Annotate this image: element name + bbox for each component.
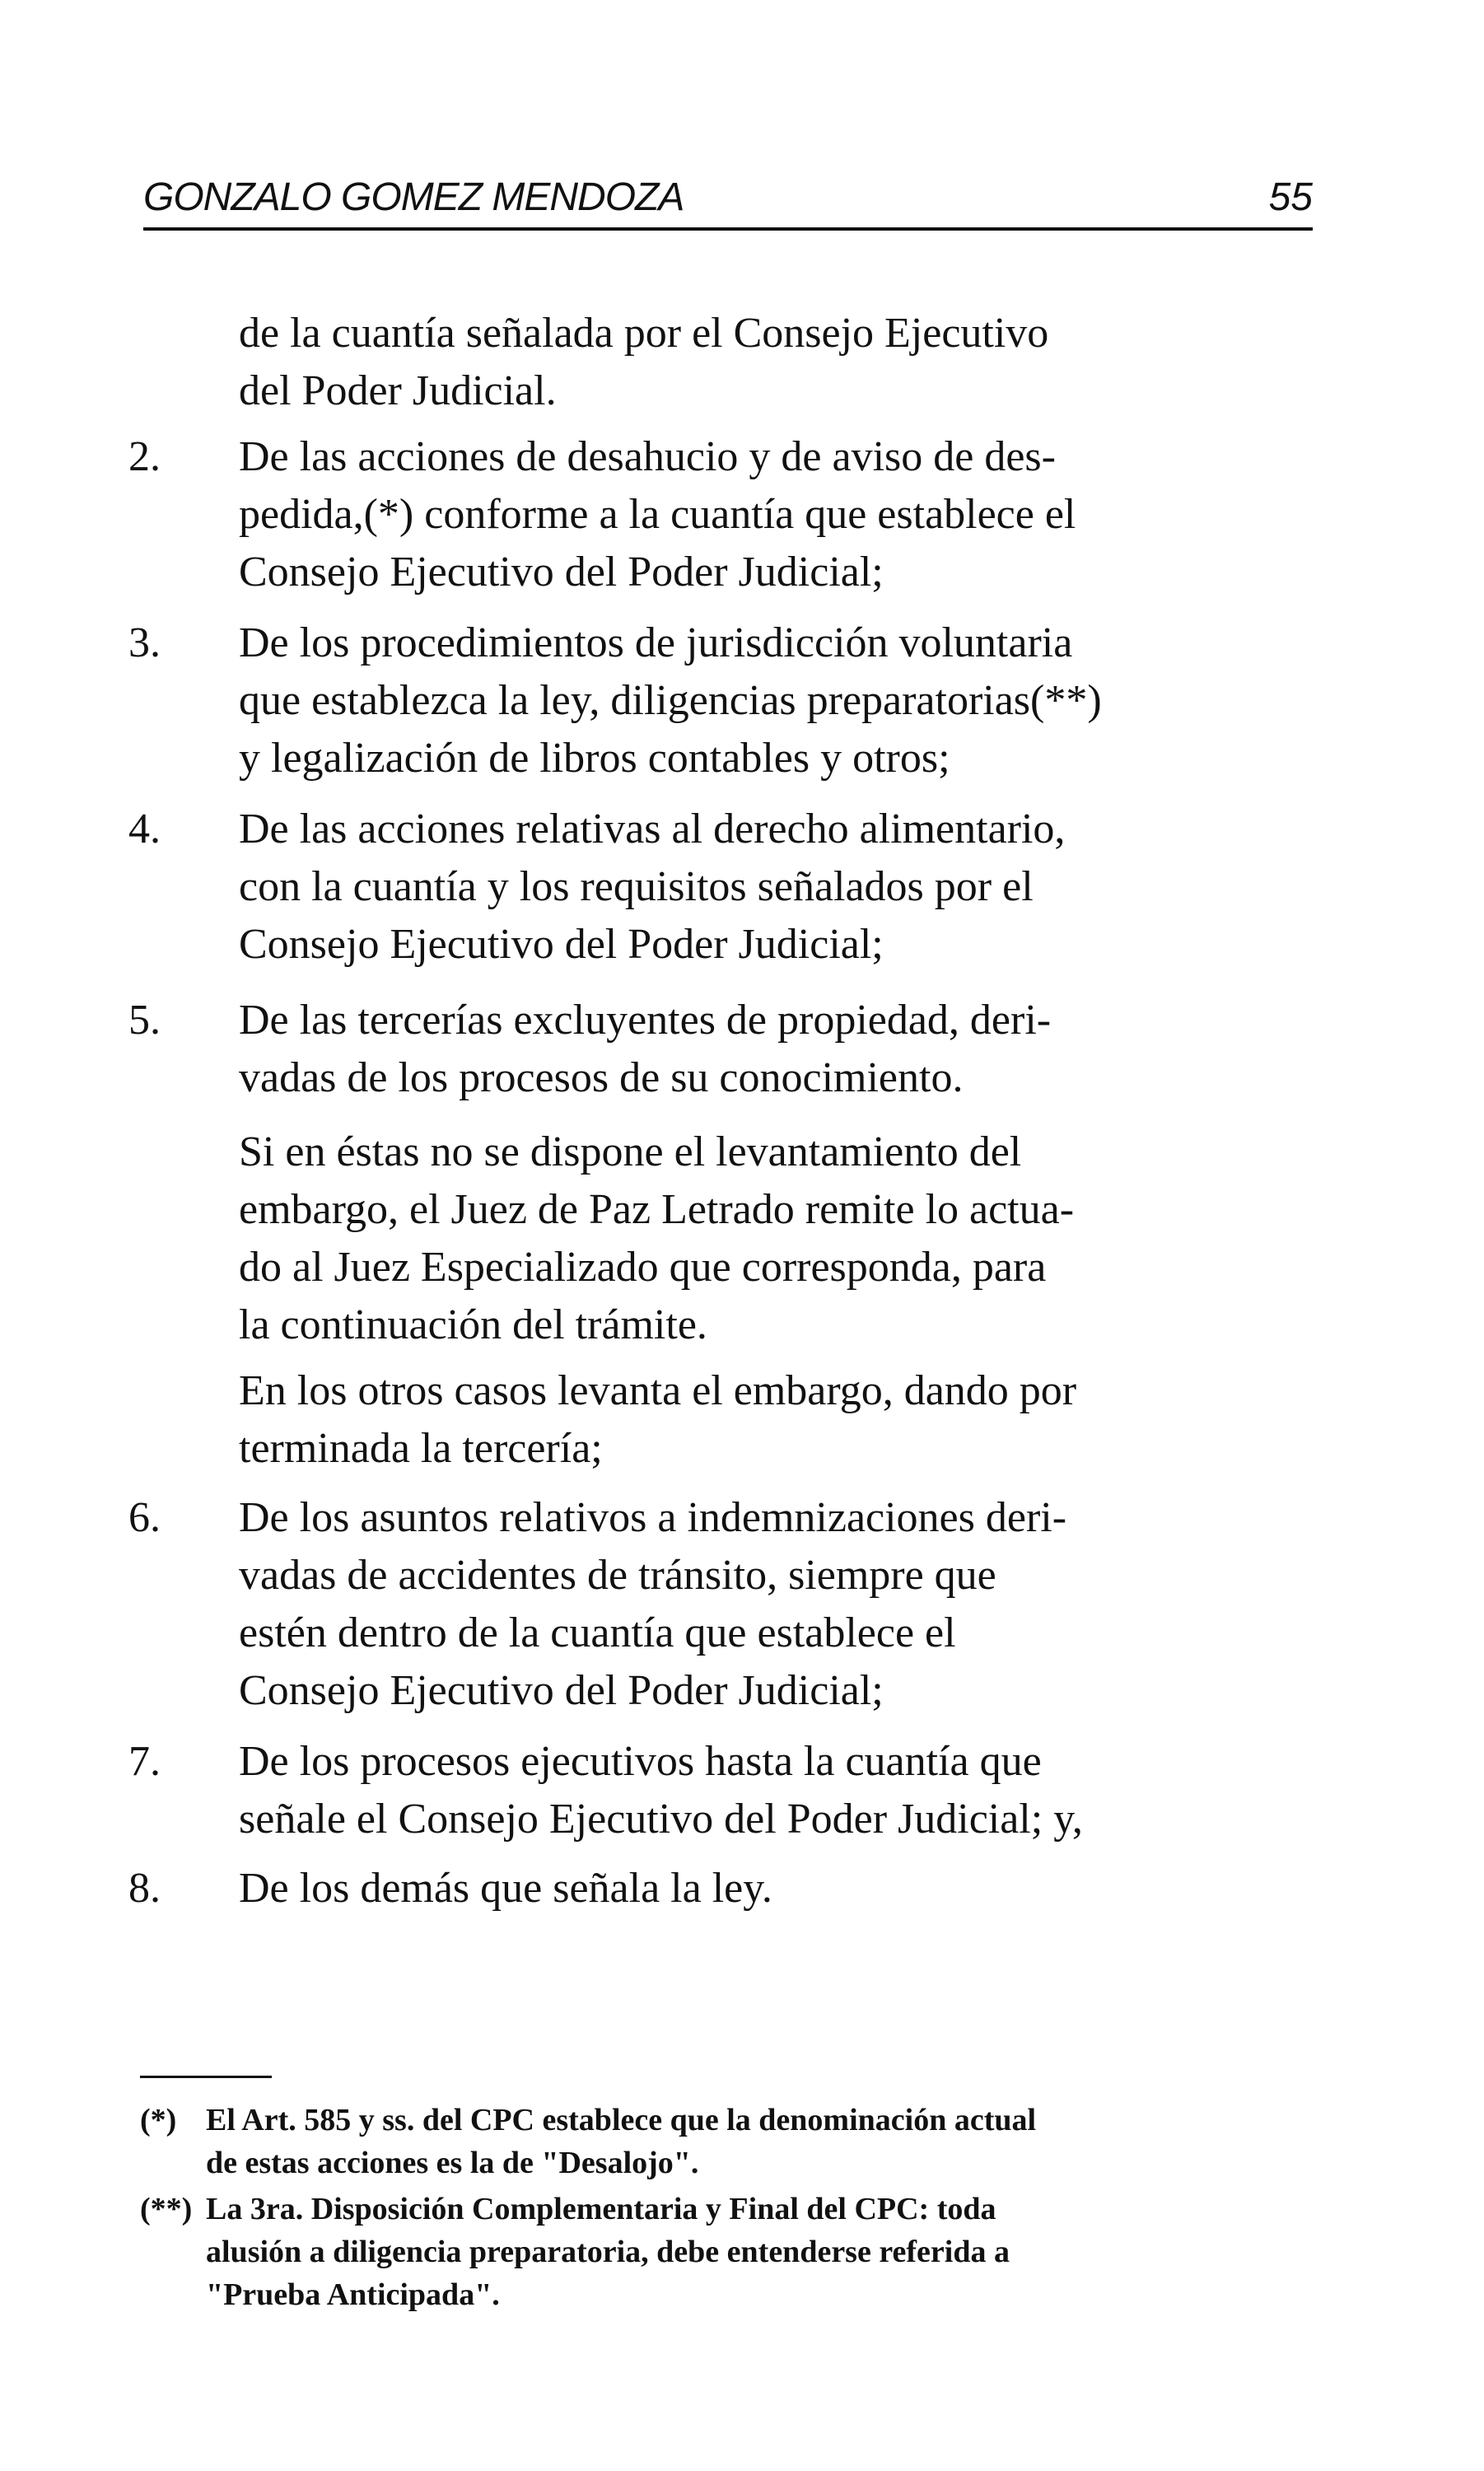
text-line: De los procedimientos de jurisdicción voluntaria bbox=[239, 619, 1073, 666]
text-line: Consejo Ejecutivo del Poder Judicial; bbox=[239, 549, 884, 596]
text-line: y legalización de libros contables y otros; bbox=[239, 735, 950, 782]
text-line: señale el Consejo Ejecutivo del Poder Judicial; y, bbox=[239, 1796, 1083, 1843]
footnote-rule bbox=[140, 2076, 272, 2078]
list-item-number: 5. bbox=[128, 997, 161, 1044]
text-line: El Art. 585 y ss. del CPC establece que la denominación actual bbox=[206, 2103, 1037, 2137]
list-item-text bbox=[239, 1362, 1309, 1478]
text-line: La 3ra. Disposición Complementaria y Final del CPC: toda bbox=[206, 2192, 996, 2226]
text-line: do al Juez Especializado que corresponda, para bbox=[239, 1244, 1047, 1291]
footnote-marker: (*) bbox=[140, 2103, 177, 2137]
list-item-number: 7. bbox=[128, 1738, 161, 1785]
list-item-text bbox=[239, 801, 1309, 974]
text-line: De los procesos ejecutivos hasta la cuantía que bbox=[239, 1738, 1042, 1785]
text-line: De los asuntos relativos a indemnizaciones deri- bbox=[239, 1494, 1067, 1541]
text-line: Consejo Ejecutivo del Poder Judicial; bbox=[239, 921, 884, 968]
text-line: vadas de accidentes de tránsito, siempre que bbox=[239, 1552, 996, 1599]
footnote-marker: (**) bbox=[140, 2192, 193, 2226]
text-line: estén dentro de la cuantía que establece el bbox=[239, 1609, 956, 1656]
list-item-text bbox=[239, 1733, 1309, 1848]
list-item-text bbox=[239, 992, 1309, 1107]
list-item-number: 6. bbox=[128, 1494, 161, 1541]
text-line: terminada la tercería; bbox=[239, 1425, 603, 1472]
list-item-number: 8. bbox=[128, 1865, 161, 1912]
text-line: alusión a diligencia preparatoria, debe entenderse referida a bbox=[206, 2235, 1010, 2269]
text-line: la continuación del trámite. bbox=[239, 1301, 707, 1348]
list-item-number: 2. bbox=[128, 433, 161, 480]
header-rule bbox=[143, 227, 1313, 231]
text-line: pedida,(*) conforme a la cuantía que establece el bbox=[239, 491, 1076, 538]
text-line: Si en éstas no se dispone el levantamiento del bbox=[239, 1128, 1022, 1175]
text-line: vadas de los procesos de su conocimiento. bbox=[239, 1054, 964, 1101]
text-line: De las acciones de desahucio y de aviso de des- bbox=[239, 433, 1056, 480]
text-line: que establezca la ley, diligencias preparatorias(**) bbox=[239, 677, 1102, 724]
list-item-text bbox=[239, 1123, 1309, 1354]
text-line: con la cuantía y los requisitos señalados por el bbox=[239, 863, 1034, 910]
running-header bbox=[143, 175, 1313, 232]
list-item-text bbox=[239, 305, 1309, 420]
text-line: de estas acciones es la de "Desalojo". bbox=[206, 2146, 699, 2180]
text-line: De las acciones relativas al derecho alimentario, bbox=[239, 806, 1066, 852]
text-line: Consejo Ejecutivo del Poder Judicial; bbox=[239, 1667, 884, 1714]
list-item-number: 4. bbox=[128, 806, 161, 852]
footnote-text bbox=[206, 2099, 1314, 2184]
list-item-text bbox=[239, 614, 1309, 787]
list-item-text bbox=[239, 428, 1309, 601]
text-line: En los otros casos levanta el embargo, dando por bbox=[239, 1367, 1077, 1414]
running-header-author: GONZALO GOMEZ MENDOZA bbox=[143, 175, 684, 219]
list-item-number: 3. bbox=[128, 619, 161, 666]
page-number: 55 bbox=[1268, 175, 1313, 219]
text-line: del Poder Judicial. bbox=[239, 367, 557, 414]
text-line: embargo, el Juez de Paz Letrado remite lo actua- bbox=[239, 1186, 1075, 1233]
list-item-text bbox=[239, 1860, 1309, 1917]
footnote-text bbox=[206, 2188, 1314, 2316]
list-item-text bbox=[239, 1489, 1309, 1720]
text-line: de la cuantía señalada por el Consejo Ejecutivo bbox=[239, 310, 1049, 357]
text-line: "Prueba Anticipada". bbox=[206, 2277, 500, 2312]
text-line: De los demás que señala la ley. bbox=[239, 1865, 772, 1912]
text-line: De las tercerías excluyentes de propiedad, deri- bbox=[239, 997, 1052, 1044]
